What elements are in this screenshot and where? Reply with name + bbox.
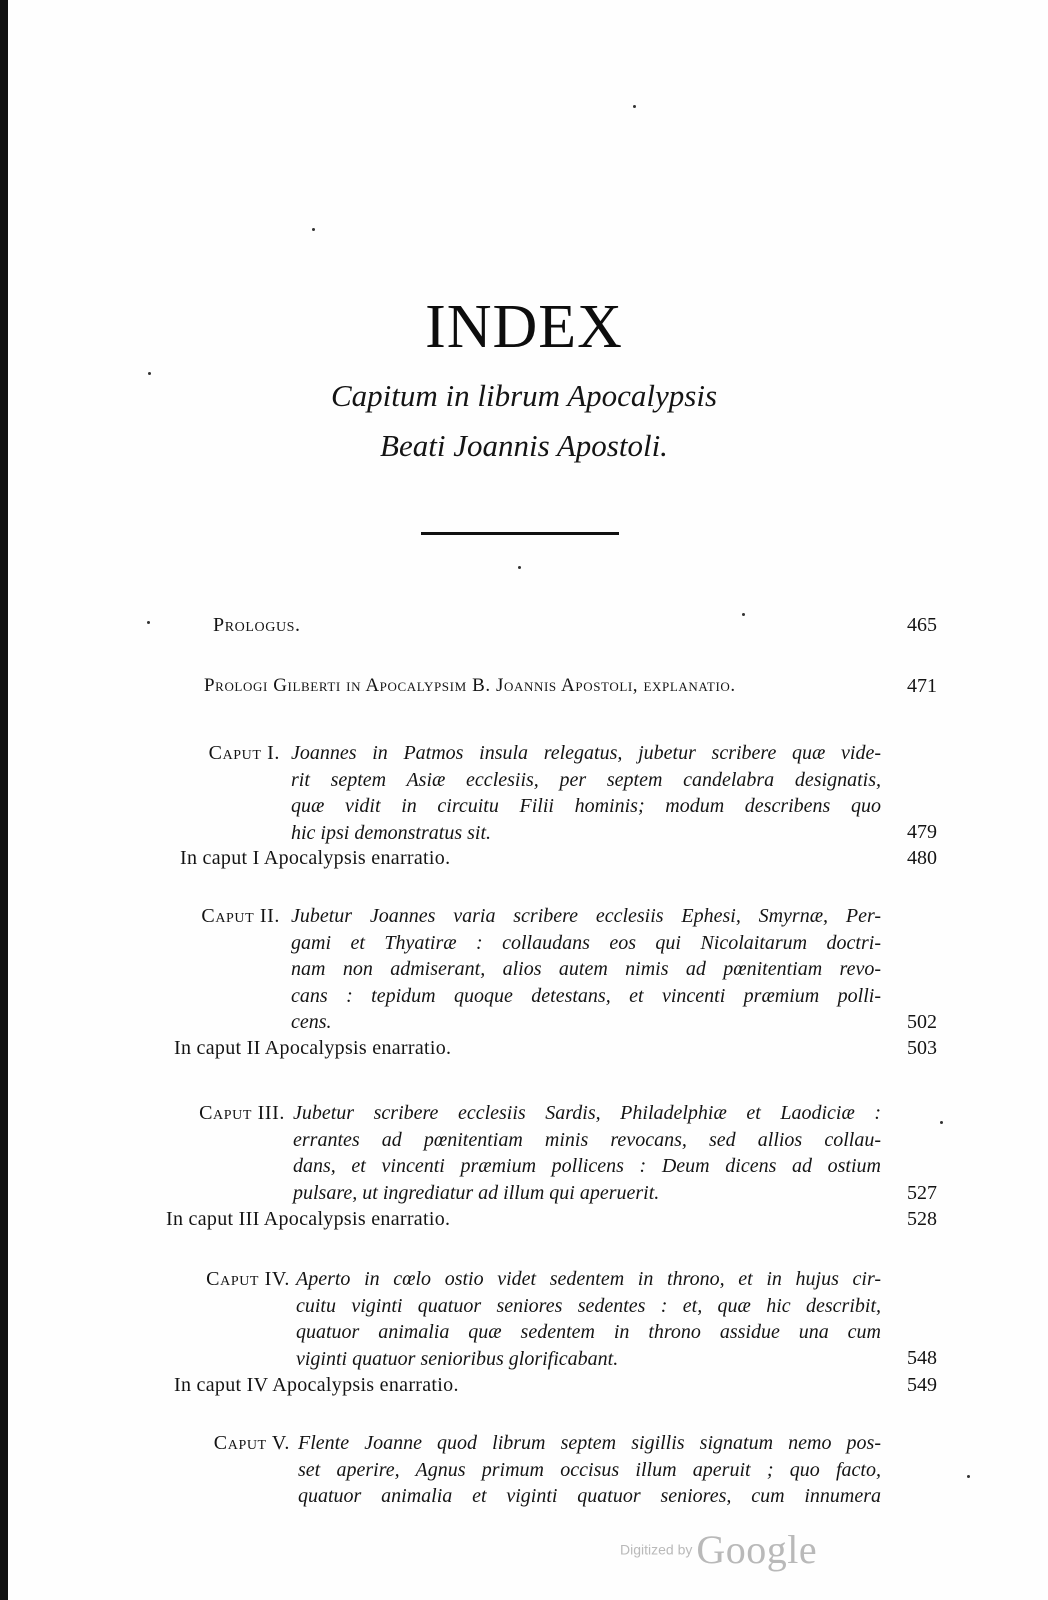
caput-4-enarratio-page: 549 [907, 1374, 937, 1396]
description-line: Flente Joanne quod librum septem sigillis signatum nemo pos- [298, 1432, 881, 1454]
caput-1-enarratio: In caput I Apocalypsis enarratio. [180, 847, 451, 869]
subtitle-line-1: Capitum in librum Apocalypsis [330, 378, 718, 413]
caput-2-enarratio: In caput II Apocalypsis enarratio. [174, 1037, 452, 1059]
title-divider [421, 532, 619, 535]
explanatio-label: Prologi Gilberti in Apocalypsim B. Joannis Apostoli, explanatio. [204, 675, 736, 696]
prologue-page: 465 [907, 614, 937, 636]
speck [518, 566, 521, 569]
speck [940, 1121, 943, 1124]
page-edge-shadow [0, 0, 8, 1600]
description-line: rit septem Asiæ ecclesiis, per septem candelabra designatis, [291, 768, 881, 791]
caput-2-description [291, 903, 881, 1036]
caput-1-page: 479 [907, 821, 937, 843]
description-line: set aperire, Agnus primum occisus illum aperuit ; quo facto, [298, 1458, 881, 1481]
caput-4-description [296, 1266, 881, 1372]
description-line: quæ vidit in circuitu Filii hominis; modum describens quo [291, 795, 881, 817]
description-line: nam non admiserant, alios autem nimis ad pœnitentiam revo- [291, 958, 881, 980]
speck [312, 228, 315, 231]
description-line: cans : tepidum quoque detestans, et vincenti præmium polli- [291, 984, 881, 1007]
description-line: Jubetur Joannes varia scribere ecclesiis Ephesi, Smyrnæ, Per- [291, 905, 881, 927]
description-line: gami et Thyatiræ : collaudans eos qui Nicolaitarum doctri- [291, 931, 881, 954]
caput-3-label: Caput III. [199, 1102, 285, 1124]
caput-2-page: 502 [907, 1011, 937, 1033]
speck [147, 621, 150, 624]
caput-2-enarratio-page: 503 [907, 1037, 937, 1059]
description-line: quatuor animalia quæ sedentem in throno assidue una cum [296, 1321, 881, 1343]
page-title: INDEX [425, 292, 623, 361]
caput-4-page: 548 [907, 1347, 937, 1369]
digitized-by-google-watermark [620, 1526, 817, 1573]
description-line: pulsare, ut ingrediatur ad illum qui aperuerit. [293, 1181, 660, 1204]
subtitle-line-2: Beati Joannis Apostoli. [380, 428, 668, 463]
description-line: cuitu viginti quatuor seniores sedentes : et, quæ hic describit, [296, 1294, 881, 1317]
speck [633, 105, 636, 108]
description-line: viginti quatuor senioribus glorificabant. [296, 1347, 619, 1370]
description-line: cens. [291, 1011, 332, 1033]
caput-2-label: Caput II. [201, 905, 280, 927]
speck [742, 613, 745, 616]
caput-3-page: 527 [907, 1182, 937, 1204]
watermark-small-text: Digitized by [620, 1541, 693, 1558]
explanatio-page: 471 [907, 675, 937, 697]
description-line: Jubetur scribere ecclesiis Sardis, Philadelphiæ et Laodiciæ : [293, 1102, 881, 1124]
description-line: Joannes in Patmos insula relegatus, jubetur scribere quæ vide- [291, 742, 881, 764]
caput-1-enarratio-page: 480 [907, 847, 937, 869]
description-line: hic ipsi demonstratus sit. [291, 821, 492, 844]
speck [148, 372, 151, 375]
description-line: quatuor animalia et viginti quatuor seniores, cum innumera [298, 1485, 881, 1507]
caput-4-label: Caput IV. [206, 1268, 290, 1290]
watermark-logo-text: Google [696, 1527, 818, 1572]
caput-5-description [298, 1430, 881, 1510]
caput-1-description [291, 740, 881, 846]
caput-4-enarratio: In caput IV Apocalypsis enarratio. [174, 1374, 459, 1396]
caput-3-description [293, 1100, 881, 1206]
description-line: Aperto in cœlo ostio videt sedentem in throno, et in hujus cir- [296, 1268, 881, 1290]
description-line: dans, et vincenti præmium pollicens : Deum dicens ad ostium [293, 1155, 881, 1177]
speck [967, 1475, 970, 1478]
prologue-label: Prologus. [213, 614, 301, 636]
description-line: errantes ad pœnitentiam minis revocans, sed allios collau- [293, 1128, 881, 1151]
caput-1-label: Caput I. [208, 742, 280, 764]
caput-3-enarratio-page: 528 [907, 1208, 937, 1230]
caput-3-enarratio: In caput III Apocalypsis enarratio. [166, 1208, 451, 1230]
caput-5-label: Caput V. [213, 1432, 290, 1454]
